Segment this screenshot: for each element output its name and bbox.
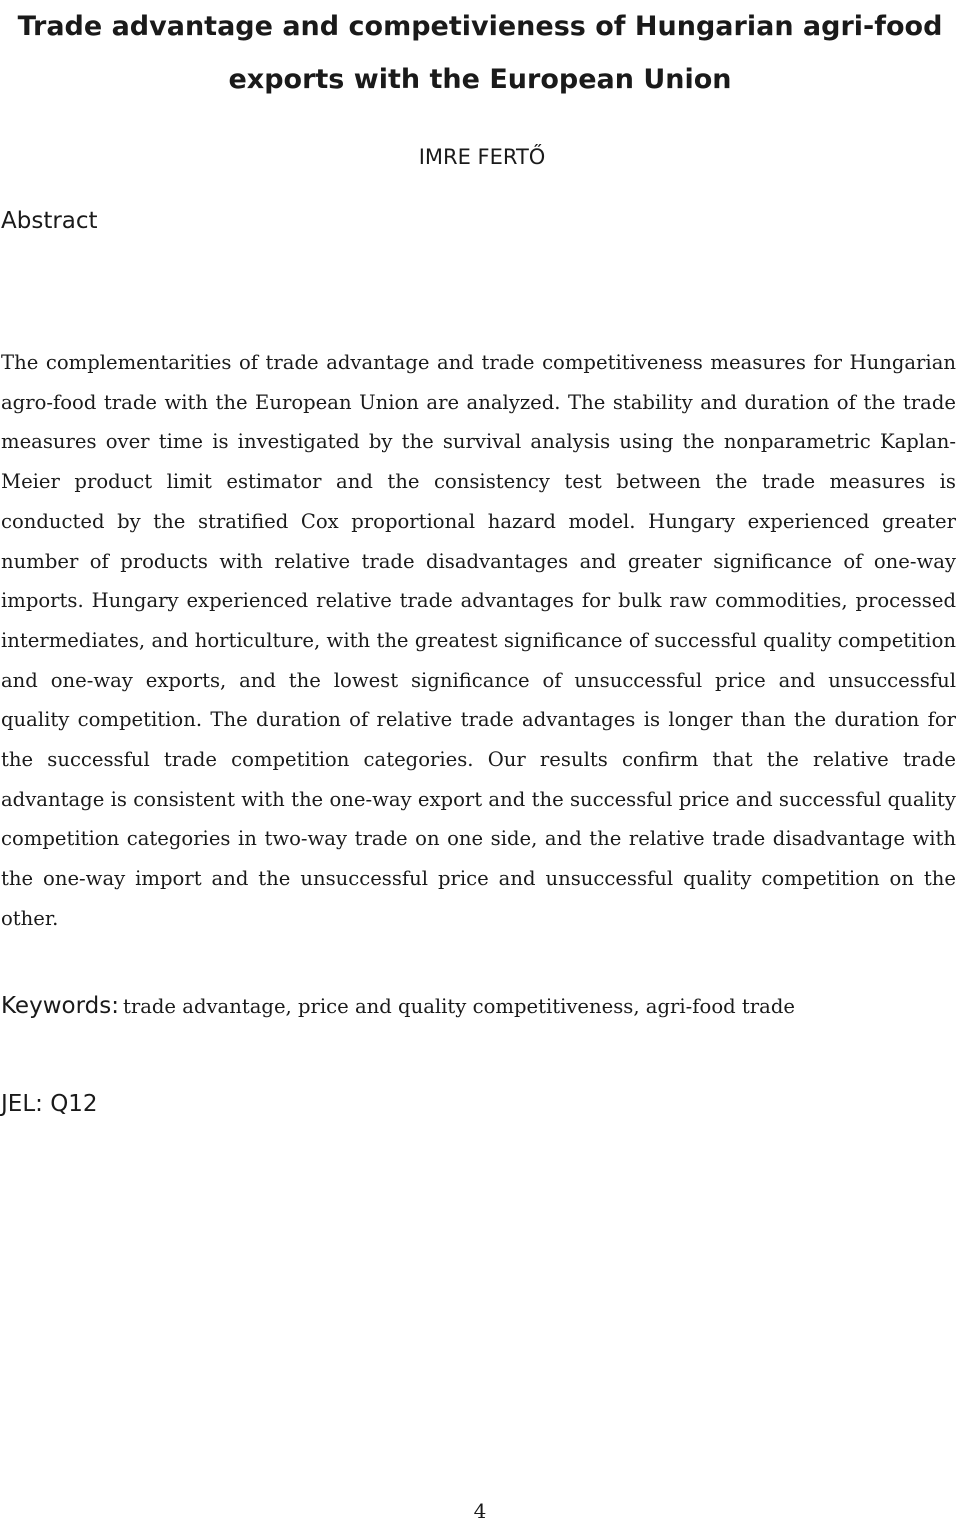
keywords-line: [1, 990, 956, 1025]
page-number: 4: [473, 1499, 487, 1523]
author-name: IMRE FERTŐ: [418, 145, 546, 169]
jel-code: JEL: Q12: [1, 1091, 98, 1117]
abstract-heading: Abstract: [1, 208, 98, 234]
abstract-text: The complementarities of trade advantage and trade competitiveness measures for Hungarian agro-food trade with the European Union are analyzed. The stability and duration of the trade measures over time is investigated by the survival analysis using the nonparametric Kaplan-Meier product limit estimator and the consistency test between the trade measures is conducted by the stratified Cox proportional hazard model. Hungary experienced greater number of products with relative trade disadvantages and greater significance of one-way imports. Hungary experienced relative trade advantages for bulk raw commodities, processed intermediates, and horticulture, with the greatest significance of successful quality competition and one-way exports, and the lowest significance of unsuccessful price and unsuccessful quality competition. The duration of relative trade advantages is longer than the duration for the successful trade competition categories. Our results confirm that the relative trade advantage is consistent with the one-way export and the successful price and successful quality competition categories in two-way trade on one side, and the relative trade disadvantage with the one-way import and the unsuccessful price and unsuccessful quality competition on the other.: [1, 351, 956, 930]
paper-title: Trade advantage and competivieness of Hungarian agri-food exports with the European Union: [17, 11, 943, 95]
keywords-value: trade advantage, price and quality competitiveness, agri-food trade: [122, 995, 795, 1018]
keywords-label: Keywords:: [1, 993, 119, 1019]
